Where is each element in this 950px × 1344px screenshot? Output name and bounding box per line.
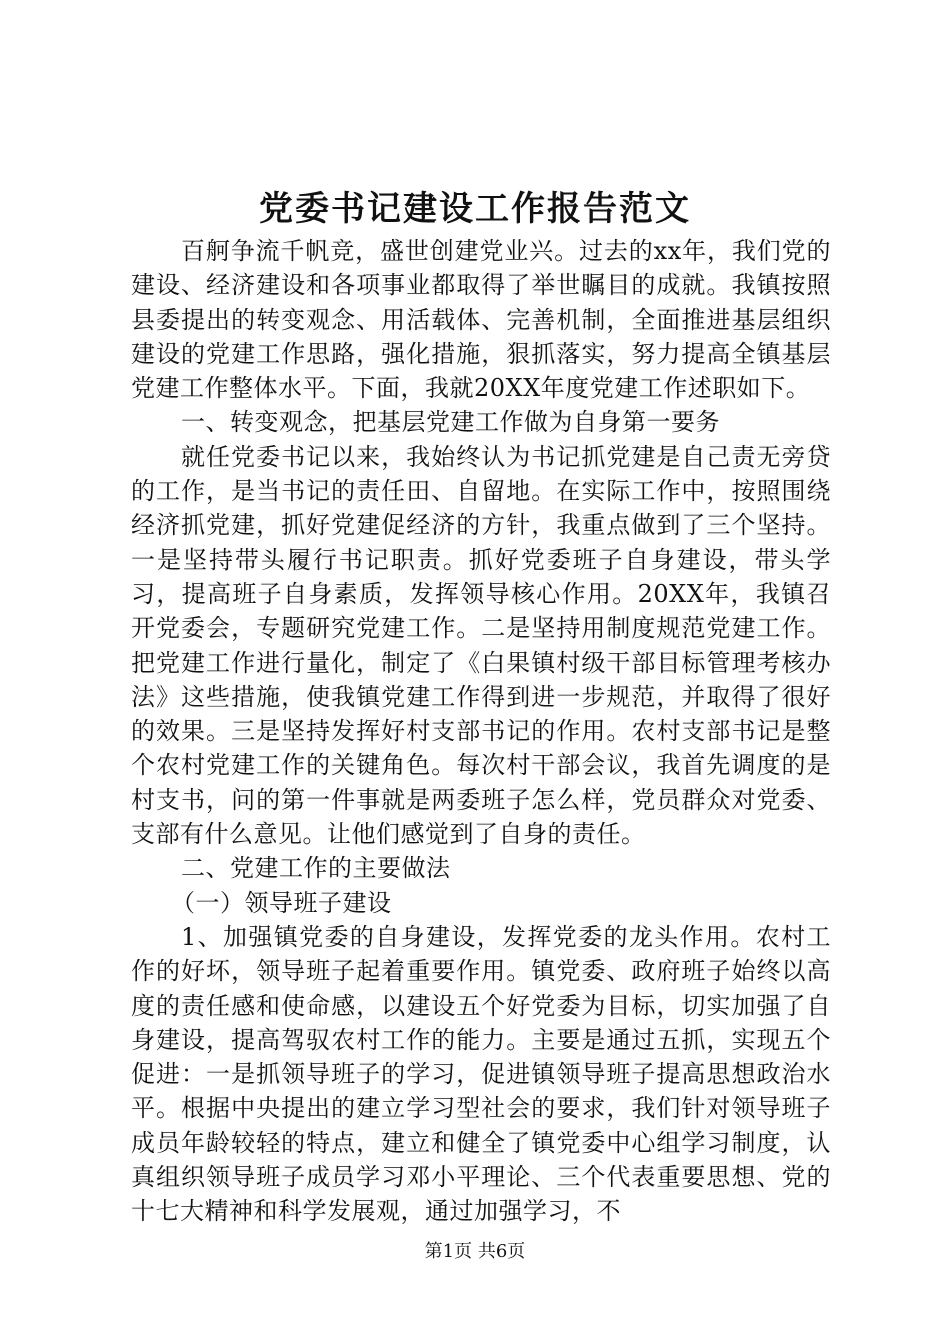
page-number-footer: 第1页 共6页 <box>424 1241 526 1262</box>
section-heading-2: 二、党建工作的主要做法 <box>181 854 451 883</box>
section-1-paragraph: 就任党委书记以来，我始终认为书记抓党建是自己责无旁贷的工作，是当书记的责任田、自留地。在实际工作中，按照围绕经济抓党建，抓好党建促经济的方针，我重点做到了三个坚持。一是坚持带头履行书记职责。抓好党委班子自身建设，带头学习，提高班子自身素质，发挥领导核心作用。20XX年，我镇召开党委会，专题研究党建工作。二是坚持用制度规范党建工作。把党建工作进行量化，制定了《白果镇村级干部目标管理考核办法》这些措施，使我镇党建工作得到进一步规范，并取得了很好的效果。三是坚持发挥好村支部书记的作用。农村支部书记是整个农村党建工作的关键角色。每次村干部会议，我首先调度的是村支书，问的第一件事就是两委班子怎么样，党员群众对党委、支部有什么意见。让他们感觉到了自身的责任。 <box>131 442 831 849</box>
subsection-heading-1: （一）领导班子建设 <box>171 888 392 917</box>
document-body <box>131 234 831 1229</box>
intro-paragraph: 百舸争流千帆竞，盛世创建党业兴。过去的xx年，我们党的建设、经济建设和各项事业都取得了举世瞩目的成就。我镇按照县委提出的转变观念、用活载体、完善机制，全面推进基层组织建设的党建工作思路，强化措施，狠抓落实，努力提高全镇基层党建工作整体水平。下面，我就20XX年度党建工作述职如下。 <box>131 237 831 403</box>
document-title: 党委书记建设工作报告范文 <box>259 189 691 229</box>
subsection-1-paragraph: 1、加强镇党委的自身建设，发挥党委的龙头作用。农村工作的好坏，领导班子起着重要作用。镇党委、政府班子始终以高度的责任感和使命感，以建设五个好党委为目标，切实加强了自身建设，提高驾驭农村工作的能力。主要是通过五抓，实现五个促进：一是抓领导班子的学习，促进镇领导班子提高思想政治水平。根据中央提出的建立学习型社会的要求，我们针对领导班子成员年龄较轻的特点，建立和健全了镇党委中心组学习制度，认真组织领导班子成员学习邓小平理论、三个代表重要思想、党的十七大精神和科学发展观，通过加强学习，不 <box>131 922 831 1226</box>
section-heading-1: 一、转变观念，把基层党建工作做为自身第一要务 <box>181 408 720 437</box>
